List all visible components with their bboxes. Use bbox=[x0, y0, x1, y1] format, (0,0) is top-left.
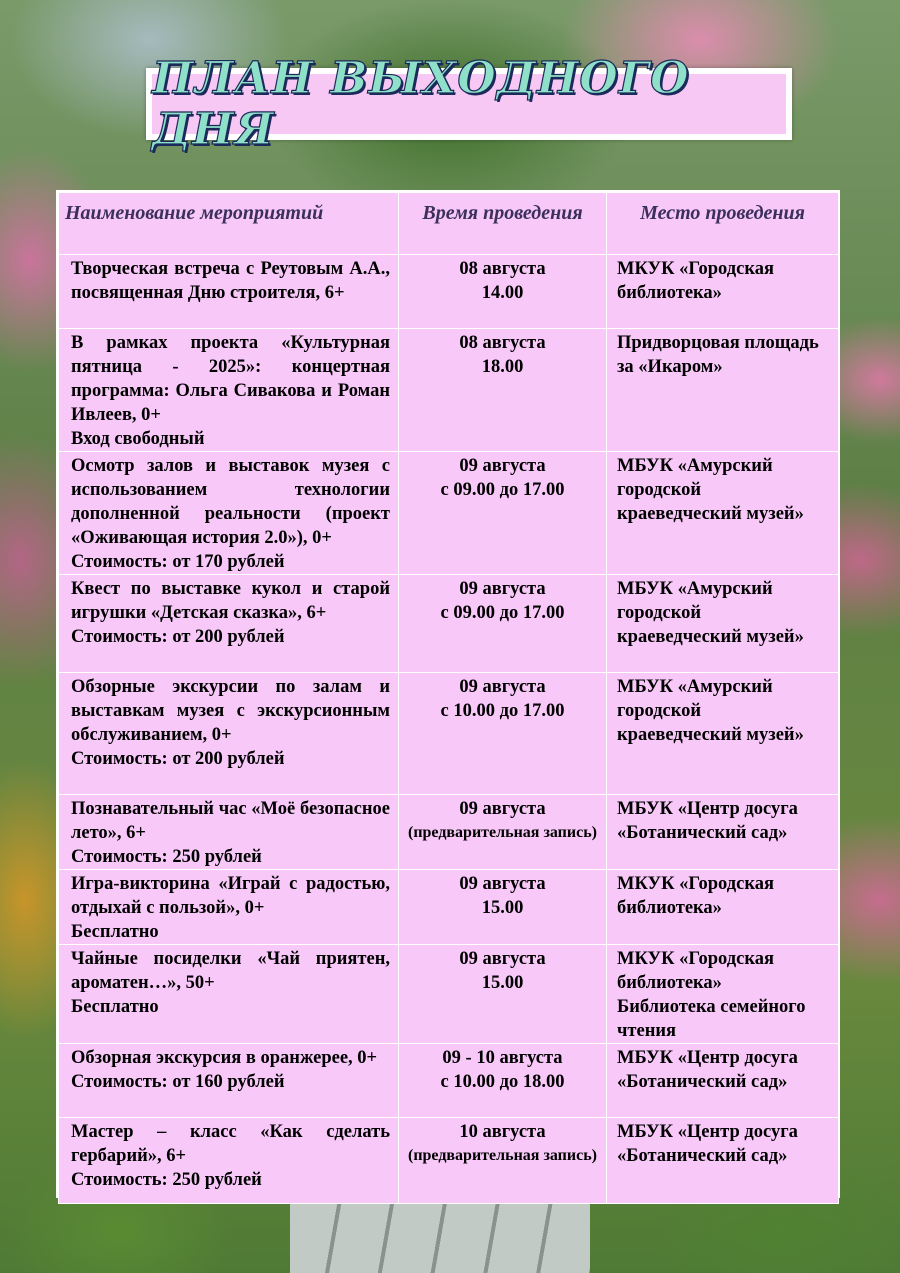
schedule-table-frame bbox=[56, 190, 840, 1198]
event-cell bbox=[59, 1118, 399, 1204]
place-cell-line: МБУК «Амурский городской краеведческий музей» bbox=[617, 579, 804, 647]
place-cell bbox=[607, 795, 839, 870]
header-place: Место проведения bbox=[607, 193, 839, 255]
place-cell-line: МБУК «Амурский городской краеведческий музей» bbox=[617, 456, 804, 524]
stone-path-decoration bbox=[290, 1195, 590, 1273]
time-cell-line: 18.00 bbox=[481, 357, 524, 377]
time-cell bbox=[399, 329, 607, 452]
event-cell-line: Познавательный час «Моё безопасное лето», 6+ bbox=[71, 799, 390, 843]
time-cell-line: 14.00 bbox=[481, 283, 524, 303]
event-cell-line: Чайные посиделки «Чай приятен, ароматен…», 50+ bbox=[71, 949, 390, 993]
schedule-table bbox=[58, 192, 839, 1204]
event-cell-line: Стоимость: от 160 рублей bbox=[71, 1072, 285, 1092]
event-cell-line: Квест по выставке кукол и старой игрушки «Детская сказка», 6+ bbox=[71, 579, 390, 623]
place-cell bbox=[607, 575, 839, 673]
time-cell-line: с 10.00 до 18.00 bbox=[440, 1072, 565, 1092]
time-cell bbox=[399, 452, 607, 575]
time-cell bbox=[399, 1118, 607, 1204]
event-cell-line: Стоимость: от 200 рублей bbox=[71, 627, 285, 647]
page-title: ПЛАН ВЫХОДНОГО ДНЯ bbox=[152, 53, 690, 155]
time-cell-line: 09 августа bbox=[459, 799, 546, 819]
place-cell-line: МБУК «Центр досуга «Ботанический сад» bbox=[617, 1048, 798, 1092]
place-cell bbox=[607, 673, 839, 795]
time-cell-line: 15.00 bbox=[481, 898, 524, 918]
time-cell-line: 15.00 bbox=[481, 973, 524, 993]
header-time: Время проведения bbox=[399, 193, 607, 255]
time-cell bbox=[399, 1044, 607, 1118]
place-cell bbox=[607, 329, 839, 452]
table-header-row bbox=[59, 193, 839, 255]
place-cell-line: МКУК «Городская библиотека» bbox=[617, 259, 774, 303]
event-cell bbox=[59, 870, 399, 945]
event-cell bbox=[59, 673, 399, 795]
place-cell-line: Придворцовая площадь за «Икаром» bbox=[617, 333, 819, 377]
time-cell-line: 09 августа bbox=[459, 456, 546, 476]
event-cell bbox=[59, 255, 399, 329]
time-cell-line: 10 августа bbox=[459, 1122, 546, 1142]
place-cell-line: МБУК «Амурский городской краеведческий музей» bbox=[617, 677, 804, 745]
table-row bbox=[59, 870, 839, 945]
event-cell bbox=[59, 1044, 399, 1118]
place-cell-line: Библиотека семейного чтения bbox=[617, 997, 806, 1041]
event-cell bbox=[59, 329, 399, 452]
time-cell-line: 09 августа bbox=[459, 677, 546, 697]
time-cell-line: (предварительная запись) bbox=[407, 824, 597, 841]
time-cell-line: 09 августа bbox=[459, 874, 546, 894]
table-row bbox=[59, 329, 839, 452]
title-banner-inner bbox=[152, 53, 786, 155]
header-event: Наименование мероприятий bbox=[59, 193, 399, 255]
event-cell-line: Стоимость: 250 рублей bbox=[71, 847, 262, 867]
time-cell-line: 09 августа bbox=[459, 949, 546, 969]
place-cell bbox=[607, 1118, 839, 1204]
place-cell bbox=[607, 255, 839, 329]
table-row bbox=[59, 795, 839, 870]
place-cell bbox=[607, 870, 839, 945]
time-cell-line: (предварительная запись) bbox=[407, 1147, 597, 1164]
time-cell bbox=[399, 945, 607, 1044]
time-cell bbox=[399, 575, 607, 673]
time-cell bbox=[399, 255, 607, 329]
event-cell-line: Обзорная экскурсия в оранжерее, 0+ bbox=[71, 1048, 378, 1068]
place-cell bbox=[607, 452, 839, 575]
time-cell bbox=[399, 795, 607, 870]
time-cell bbox=[399, 870, 607, 945]
table-row bbox=[59, 452, 839, 575]
time-cell-line: 09 - 10 августа bbox=[442, 1048, 563, 1068]
place-cell-line: МКУК «Городская библиотека» bbox=[617, 874, 774, 918]
event-cell bbox=[59, 575, 399, 673]
event-cell-line: Бесплатно bbox=[71, 997, 159, 1017]
time-cell bbox=[399, 673, 607, 795]
event-cell-line: Игра-викторина «Играй с радостью, отдыхай с пользой», 0+ bbox=[71, 874, 390, 918]
time-cell-line: с 09.00 до 17.00 bbox=[440, 480, 565, 500]
event-cell-line: Бесплатно bbox=[71, 922, 159, 942]
event-cell-line: Стоимость: от 200 рублей bbox=[71, 749, 285, 769]
table-row bbox=[59, 255, 839, 329]
time-cell-line: 08 августа bbox=[459, 259, 546, 279]
event-cell-line: Осмотр залов и выставок музея с использованием технологии дополненной реальности (проект «Оживающая история 2.0»), 0+ bbox=[71, 456, 390, 548]
table-row bbox=[59, 673, 839, 795]
time-cell-line: 09 августа bbox=[459, 579, 546, 599]
place-cell-line: МБУК «Центр досуга «Ботанический сад» bbox=[617, 799, 798, 843]
event-cell-line: Стоимость: от 170 рублей bbox=[71, 552, 285, 572]
table-row bbox=[59, 1044, 839, 1118]
place-cell-line: МБУК «Центр досуга «Ботанический сад» bbox=[617, 1122, 798, 1166]
event-cell bbox=[59, 452, 399, 575]
time-cell-line: с 09.00 до 17.00 bbox=[440, 603, 565, 623]
place-cell bbox=[607, 1044, 839, 1118]
event-cell-line: В рамках проекта «Культурная пятница - 2025»: концертная программа: Ольга Сивакова и Роман Ивлеев, 0+ bbox=[71, 333, 390, 425]
event-cell-line: Вход свободный bbox=[71, 429, 205, 449]
event-cell-line: Стоимость: 250 рублей bbox=[71, 1170, 262, 1190]
table-row bbox=[59, 575, 839, 673]
time-cell-line: с 10.00 до 17.00 bbox=[440, 701, 565, 721]
event-cell-line: Мастер – класс «Как сделать гербарий», 6+ bbox=[71, 1122, 390, 1166]
title-banner bbox=[146, 53, 792, 155]
place-cell-line: МКУК «Городская библиотека» bbox=[617, 949, 774, 993]
event-cell-line: Обзорные экскурсии по залам и выставкам музея с экскурсионным обслуживанием, 0+ bbox=[71, 677, 390, 745]
table-row bbox=[59, 1118, 839, 1204]
event-cell-line: Творческая встреча с Реутовым А.А., посвященная Дню строителя, 6+ bbox=[71, 259, 390, 303]
time-cell-line: 08 августа bbox=[459, 333, 546, 353]
place-cell bbox=[607, 945, 839, 1044]
event-cell bbox=[59, 795, 399, 870]
event-cell bbox=[59, 945, 399, 1044]
table-row bbox=[59, 945, 839, 1044]
